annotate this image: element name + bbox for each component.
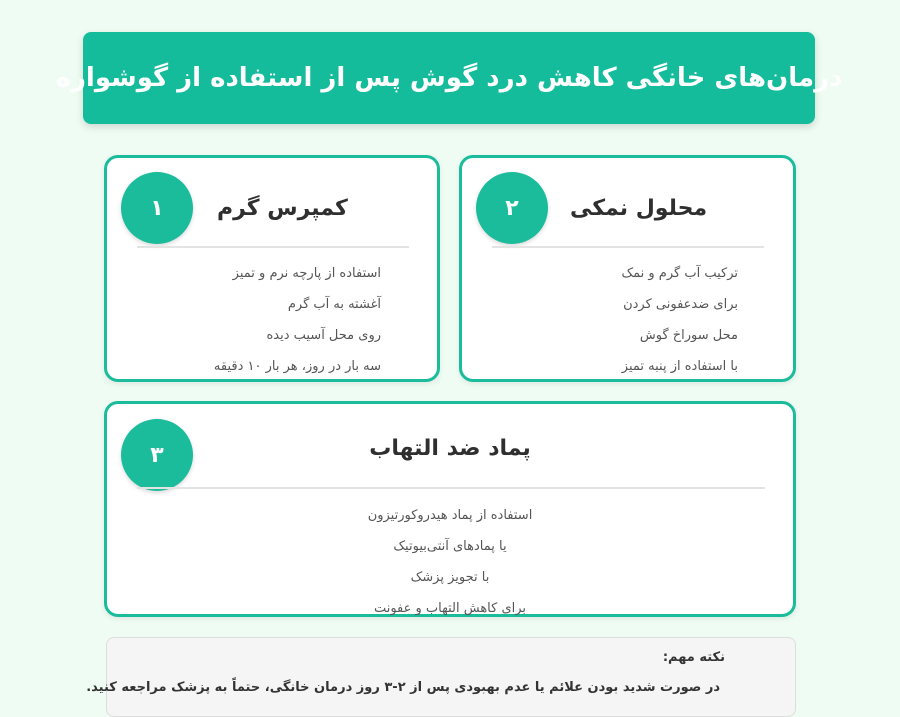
important-note-box: [86, 637, 796, 717]
list-item: برای ضدعفونی کردن: [623, 297, 738, 312]
remedy-number-badge: ۳: [121, 419, 193, 491]
divider: [137, 487, 765, 489]
remedy-card-saline-solution: [459, 155, 796, 382]
remedy-title: محلول نمکی: [570, 196, 708, 221]
note-text: .در صورت شدید بودن علائم یا عدم بهبودی پس از ۲-۳ روز درمان خانگی، حتماً به پزشک مراجعه کنید: [86, 680, 720, 695]
list-item: استفاده از پارچه نرم و تمیز: [232, 266, 381, 281]
divider: [137, 246, 409, 248]
list-item: ترکیب آب گرم و نمک: [621, 266, 738, 281]
remedy-steps-list: [492, 258, 738, 382]
remedy-title: پماد ضد التهاب: [369, 436, 531, 461]
divider: [492, 246, 764, 248]
list-item: سه بار در روز، هر بار ۱۰ دقیقه: [213, 359, 381, 374]
list-item: آغشته به آب گرم: [287, 297, 381, 312]
remedy-number-badge: ۱: [121, 172, 193, 244]
remedy-card-anti-inflammatory-ointment: [104, 401, 796, 617]
list-item: یا پمادهای آنتی‌بیوتیک: [393, 539, 507, 554]
page-header: [55, 32, 843, 124]
remedy-title: کمپرس گرم: [217, 196, 348, 221]
list-item: برای کاهش التهاب و عفونت: [373, 601, 527, 616]
page-title: درمان‌های خانگی کاهش درد گوش پس از استفاده از گوشواره: [55, 63, 843, 93]
list-item: با تجویز پزشک: [410, 570, 490, 585]
list-item: با استفاده از پنبه تمیز: [621, 359, 738, 374]
list-item: استفاده از پماد هیدروکورتیزون: [367, 508, 533, 523]
note-title: :نکته مهم: [662, 650, 725, 665]
remedy-steps-list: [107, 500, 793, 624]
remedy-steps-list: [137, 258, 381, 382]
list-item: محل سوراخ گوش: [639, 328, 738, 343]
list-item: روی محل آسیب دیده: [266, 328, 381, 343]
remedy-number-badge: ۲: [476, 172, 548, 244]
remedy-card-warm-compress: [104, 155, 440, 382]
